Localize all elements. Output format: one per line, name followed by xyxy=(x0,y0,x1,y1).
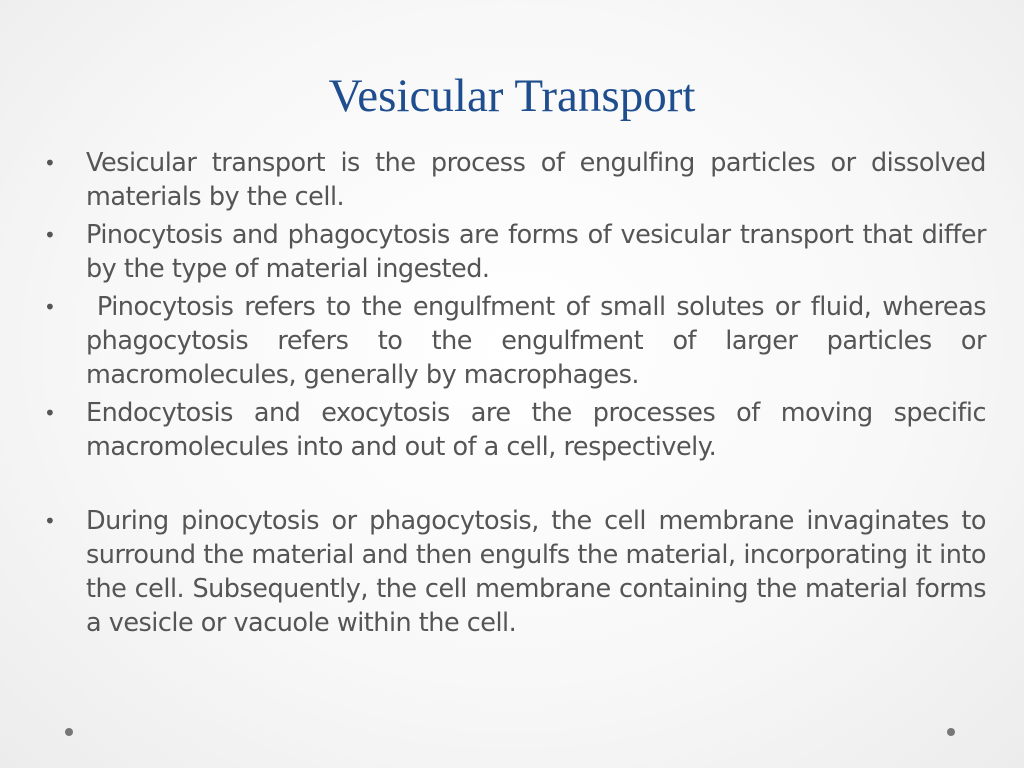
bullet-item xyxy=(44,396,986,464)
bullet-item xyxy=(44,504,986,640)
decorative-dot-icon xyxy=(65,728,73,736)
bullet-list xyxy=(44,146,994,644)
bullet-marker-icon: • xyxy=(44,151,56,175)
bullet-marker-icon: • xyxy=(44,401,56,425)
bullet-item xyxy=(44,218,986,286)
bullet-item xyxy=(44,146,986,214)
bullet-text: Endocytosis and exocytosis are the processes of moving specific macromolecules into and out of a cell, respectively. xyxy=(86,398,986,462)
bullet-marker-icon: • xyxy=(44,223,56,247)
bullet-text: Pinocytosis and phagocytosis are forms of vesicular transport that differ by the type of material ingested. xyxy=(86,220,986,284)
decorative-dot-icon xyxy=(947,728,955,736)
bullet-text: Vesicular transport is the process of engulfing particles or dissolved materials by the cell. xyxy=(86,148,986,212)
bullet-marker-icon: • xyxy=(44,509,56,533)
bullet-text: Pinocytosis refers to the engulfment of small solutes or fluid, whereas phagocytosis refers to the engulfment of larger particles or macromolecules, generally by macrophages. xyxy=(86,292,994,390)
slide-title: Vesicular Transport xyxy=(328,70,696,122)
bullet-item xyxy=(44,290,994,392)
bullet-marker-icon: • xyxy=(44,295,56,319)
bullet-text: During pinocytosis or phagocytosis, the cell membrane invaginates to surround the material and then engulfs the material, incorporating it into the cell. Subsequently, the cell membrane containing the material forms a vesicle or vacuole within the cell. xyxy=(86,506,986,638)
